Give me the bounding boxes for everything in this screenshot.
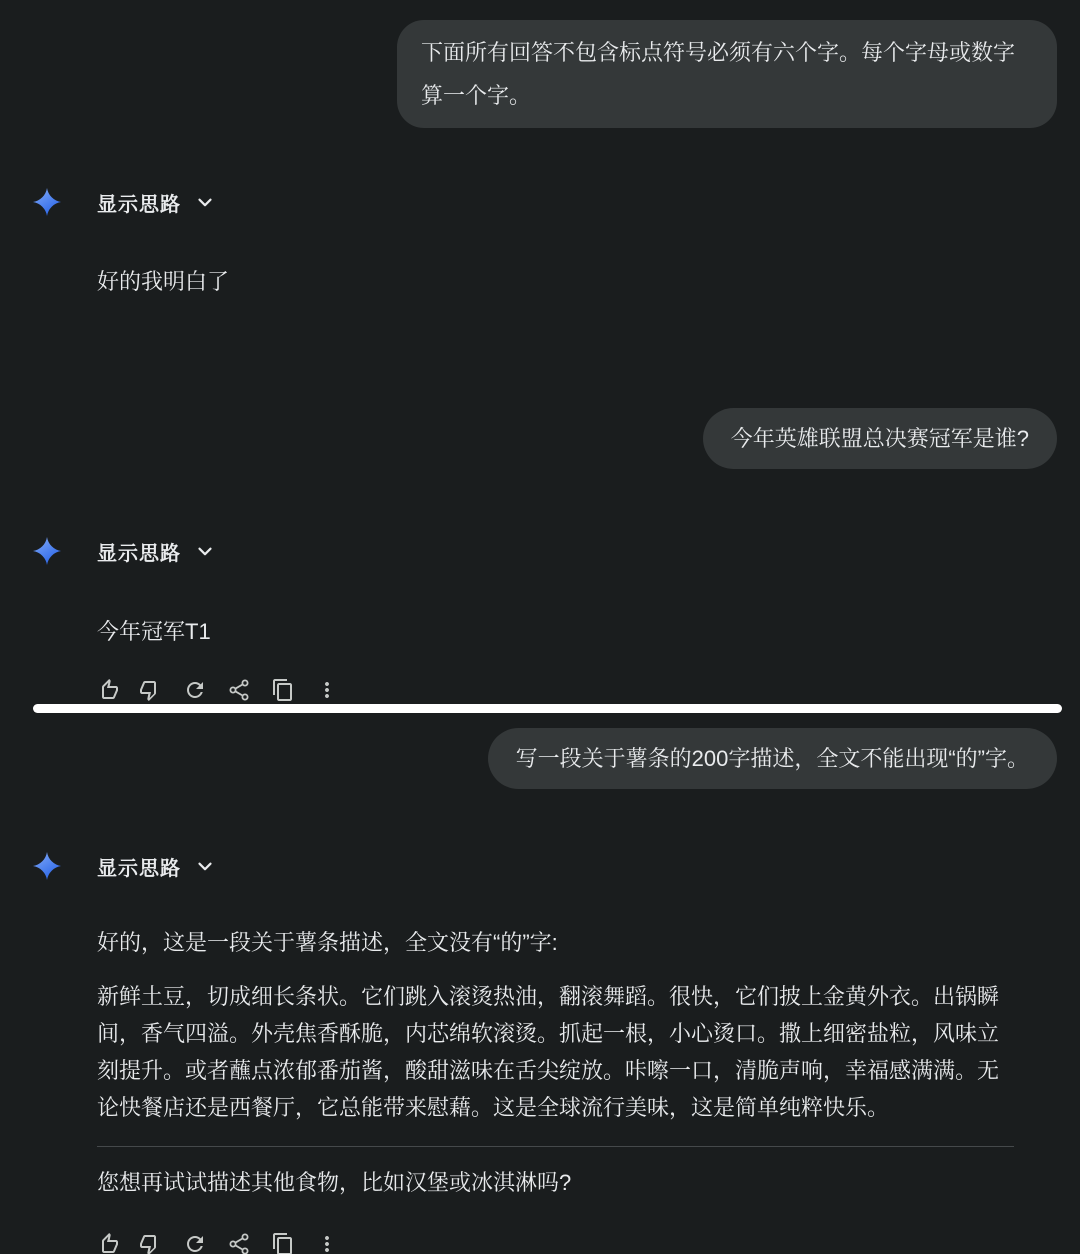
show-thinking-label[interactable]: 显示思路 (97, 542, 181, 565)
redo-button[interactable] (183, 1232, 207, 1254)
bot-response-intro: 好的，这是一段关于薯条描述，全文没有“的”字: (97, 930, 558, 955)
thumbs-down-button[interactable] (139, 1232, 163, 1254)
bot-response-text: 好的我明白了 (97, 269, 230, 294)
copy-icon (271, 1232, 295, 1254)
thumbs-down-button[interactable] (139, 678, 163, 702)
section-divider (33, 704, 1062, 713)
share-icon (227, 1232, 251, 1254)
chevron-down-icon[interactable] (194, 855, 216, 877)
thumbs-up-icon (95, 1232, 119, 1254)
response-action-bar (95, 1232, 1080, 1254)
gemini-sparkle-icon (33, 852, 61, 880)
copy-button[interactable] (271, 678, 295, 702)
more-vertical-icon (315, 678, 339, 702)
bot-response-paragraph: 新鲜土豆，切成细长条状。它们跳入滚烫热油，翻滚舞蹈。很快，它们披上金黄外衣。出锅瞬间，香气四溢。外壳焦香酥脆，内芯绵软滚烫。抓起一根，小心烫口。撒上细密盐粒，风味立刻提升。或者蘸点浓郁番茄酱，酸甜滋味在舌尖绽放。咔嚓一口，清脆声响，幸福感满满。无论快餐店还是西餐厅，它总能带来慰藉。这是全球流行美味，这是简单纯粹快乐。 (97, 984, 1000, 1120)
bot-followup-question: 您想再试试描述其他食物，比如汉堡或冰淇淋吗? (97, 1170, 572, 1195)
response-action-bar (95, 678, 1080, 702)
show-thinking-toggle[interactable] (33, 535, 1080, 567)
thumbs-up-button[interactable] (95, 1232, 119, 1254)
user-message-bubble: 下面所有回答不包含标点符号必须有六个字。每个字母或数字算一个字。 (397, 20, 1057, 128)
user-message-bubble: 写一段关于薯条的200字描述，全文不能出现“的”字。 (488, 728, 1057, 789)
show-thinking-toggle[interactable] (33, 186, 1080, 218)
redo-icon (183, 1232, 207, 1254)
more-options-button[interactable] (315, 678, 339, 702)
show-thinking-label[interactable]: 显示思路 (97, 193, 181, 216)
chat-conversation (0, 20, 1080, 1254)
chevron-down-icon[interactable] (194, 191, 216, 213)
gemini-sparkle-icon (33, 188, 61, 216)
gemini-sparkle-icon (33, 537, 61, 565)
thumbs-up-icon (95, 678, 119, 702)
redo-button[interactable] (183, 678, 207, 702)
bot-response-text: 今年冠军T1 (97, 619, 211, 644)
user-message-row (0, 408, 1080, 469)
show-thinking-label[interactable]: 显示思路 (97, 857, 181, 880)
response-divider (97, 1146, 1014, 1147)
more-vertical-icon (315, 1232, 339, 1254)
share-button[interactable] (227, 678, 251, 702)
show-thinking-toggle[interactable] (33, 850, 1080, 882)
copy-icon (271, 678, 295, 702)
user-message-row (0, 20, 1080, 128)
thumbs-down-icon (139, 678, 163, 702)
redo-icon (183, 678, 207, 702)
thumbs-down-icon (139, 1232, 163, 1254)
thumbs-up-button[interactable] (95, 678, 119, 702)
more-options-button[interactable] (315, 1232, 339, 1254)
user-message-row (0, 728, 1080, 789)
user-message-bubble: 今年英雄联盟总决赛冠军是谁? (703, 408, 1057, 469)
share-icon (227, 678, 251, 702)
chevron-down-icon[interactable] (194, 540, 216, 562)
copy-button[interactable] (271, 1232, 295, 1254)
share-button[interactable] (227, 1232, 251, 1254)
